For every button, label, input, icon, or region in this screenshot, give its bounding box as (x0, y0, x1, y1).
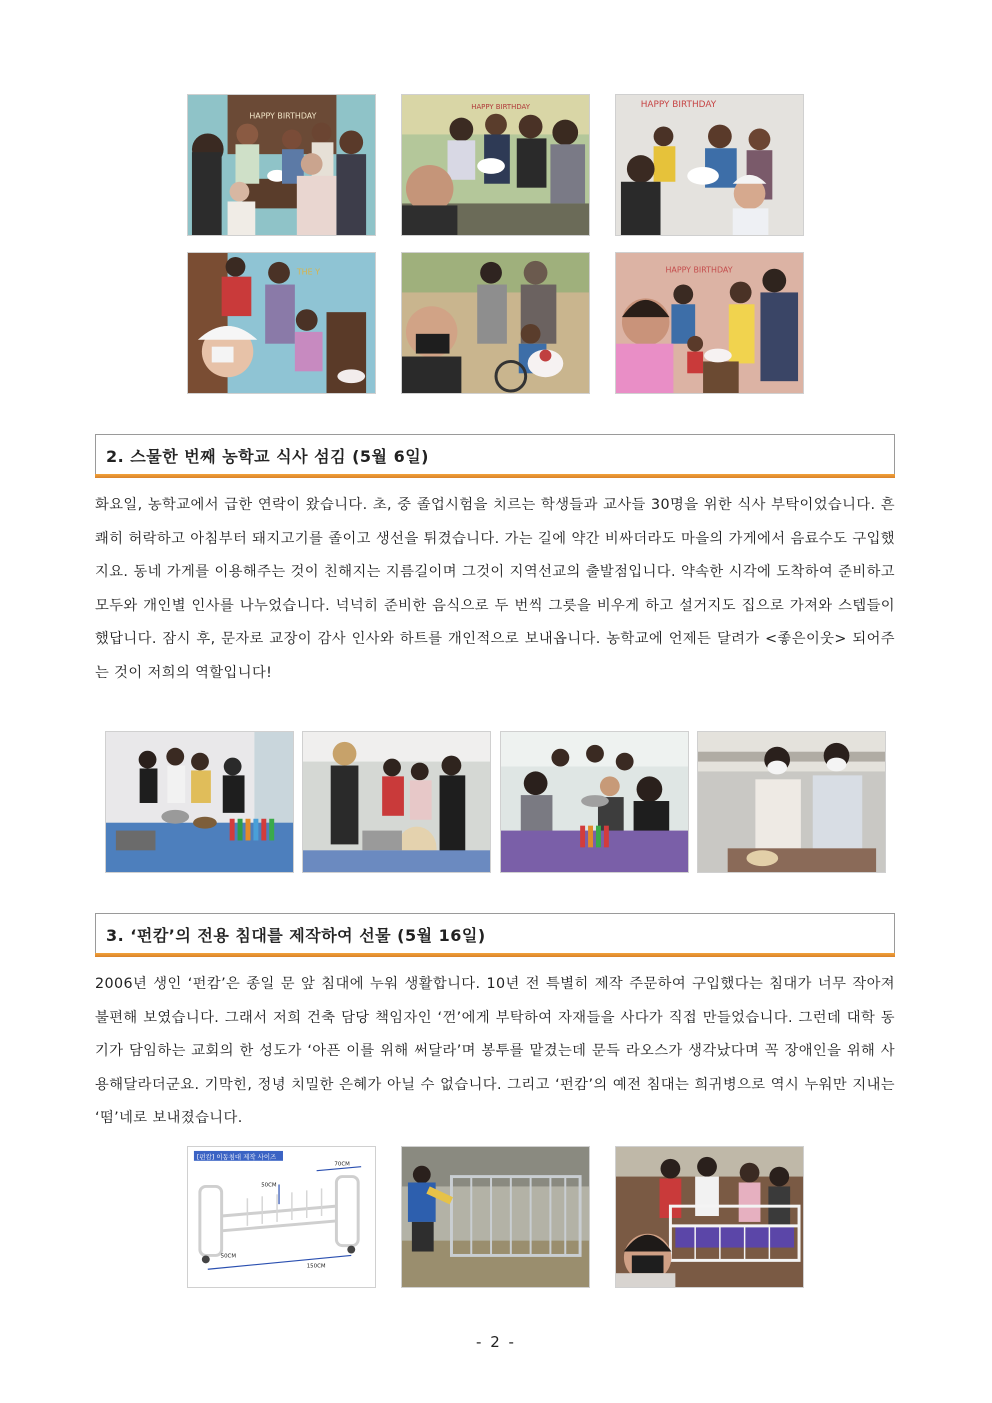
diagram-title: [펀캄] 이동침대 제작 사이즈 (196, 1152, 277, 1161)
photo-birthday-3 (615, 94, 804, 236)
dim-width: 70CM (334, 1161, 350, 1168)
photo-meal-4 (697, 731, 886, 873)
photo-birthday-2 (401, 94, 590, 236)
photo-birthday-6 (615, 252, 804, 394)
dim-height: 50CM (261, 1182, 277, 1189)
photo-birthday-5 (401, 252, 590, 394)
page-number: - 2 - (476, 1333, 516, 1351)
photo-meal-3 (500, 731, 689, 873)
section-title: 3. ‘펀캄’의 전용 침대를 제작하여 선물 (5월 16일) (106, 926, 486, 945)
section-title: 2. 스물한 번째 농학교 식사 섬김 (5월 6일) (106, 447, 429, 466)
photo-bed-delivered (615, 1146, 804, 1288)
section-paragraph-3: 2006년 생인 ‘펀캄’은 종일 문 앞 침대에 누워 생활합니다. 10년 전 특별히 제작 주문하여 구입했다는 침대가 너무 작아져 불편해 보였습니다. 그래서 저희 건축 담당 책임자인 ‘껀’에게 부탁하여 자재들을 사다가 직접 만들었습니다. 그런데 대학 동기가 담임하는 교회의 한 성도가 ‘아픈 이를 위해 써달라’며 봉투를 맡겼는데 문득 라오스가 생각났다며 꼭 장애인을 위해 사용해달라더군요. 기막힌, 정녕 치밀한 은혜가 아닐 수 없습니다. 그리고 ‘펀캄’의 예전 침대는 희귀병으로 역시 누워만 지내는 ‘떰’네로 보내졌습니다. (95, 976, 895, 1127)
banner-text: THE Y (296, 267, 320, 277)
photo-bed-diagram (187, 1146, 376, 1288)
photo-meal-1 (105, 731, 294, 873)
section-paragraph-2: 화요일, 농학교에서 급한 연락이 왔습니다. 초, 중 졸업시험을 치르는 학생들과 교사들 30명을 위한 식사 부탁이었습니다. 흔쾌히 허락하고 아침부터 돼지고기를 졸이고 생선을 튀겼습니다. 가는 길에 약간 비싸더라도 마을의 가게에서 음료수도 구입했지요. 동네 가게를 이용해주는 것이 친해지는 지름길이며 그것이 지역선교의 출발점입니다. 약속한 시각에 도착하여 준비하고 모두와 개인별 인사를 나누었습니다. 넉넉히 준비한 음식으로 두 번씩 그릇을 비우게 하고 설거지도 집으로 가져와 스텝들이 했답니다. 잠시 후, 문자로 교장이 감사 인사와 하트를 개인적으로 보내옵니다. 농학교에 언제든 달려가 <좋은이웃> 되어주는 것이 저희의 역할입니다! (95, 497, 895, 681)
dim-leg: 50CM (220, 1253, 237, 1260)
photo-meal-2 (302, 731, 491, 873)
section-heading-3 (95, 913, 895, 953)
banner-text: HAPPY BIRTHDAY (249, 111, 317, 121)
dim-length: 150CM (306, 1263, 326, 1270)
photo-birthday-1 (187, 94, 376, 236)
banner-text: HAPPY BIRTHDAY (471, 102, 530, 111)
photo-bed-building (401, 1146, 590, 1288)
banner-text: HAPPY BIRTHDAY (640, 99, 717, 110)
banner-text: HAPPY BIRTHDAY (665, 265, 733, 275)
section-heading-2 (95, 434, 895, 474)
photo-birthday-4 (187, 252, 376, 394)
